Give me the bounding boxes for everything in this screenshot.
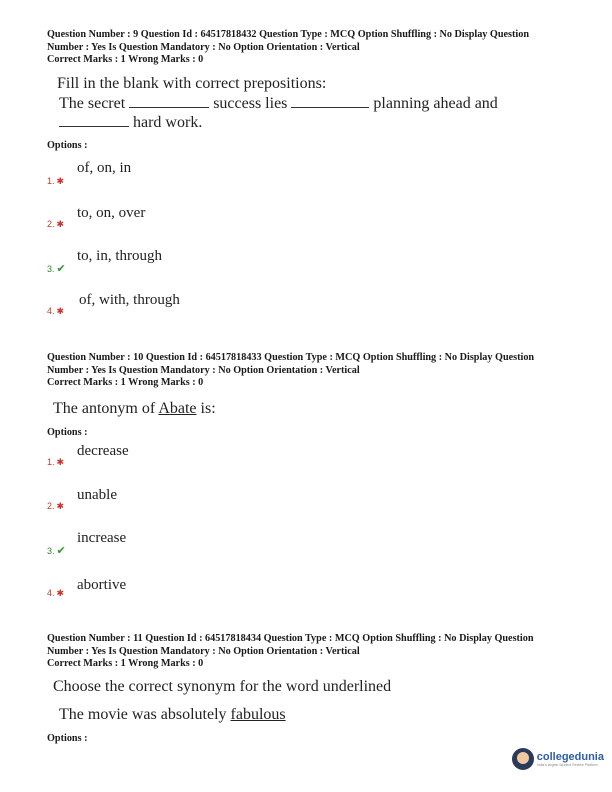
cross-mark-icon: ✱ (56, 220, 65, 230)
q9-text-b: success lies (213, 95, 288, 112)
q9-blank-3 (59, 112, 129, 127)
q10-option-1-number (47, 457, 64, 468)
q10-option-4-text: abortive (77, 577, 127, 593)
q10-text-suffix: is: (200, 400, 216, 417)
q9-text-d: hard work. (133, 114, 203, 131)
q9-option-1-number (47, 176, 64, 187)
q9-option-4-num: 4. (47, 306, 55, 316)
check-mark-icon: ✔ (56, 262, 66, 275)
q9-option-3-number (47, 262, 66, 275)
q9-options-label: Options : (47, 140, 88, 151)
q10-option-2-number (47, 501, 64, 512)
q9-text-a: The secret (59, 95, 126, 112)
q9-option-1-text: of, on, in (77, 160, 132, 176)
q11-underlined-word: fabulous (230, 706, 286, 723)
q10-text (53, 400, 216, 418)
q11-meta-line2: Number : Yes Is Question Mandatory : No Option Orientation : Vertical (47, 645, 360, 657)
cross-mark-icon: ✱ (56, 502, 65, 512)
q10-text-prefix: The antonym of (53, 400, 156, 417)
q11-meta-line1: Question Number : 11 Question Id : 64517818434 Question Type : MCQ Option Shuffling : No Display Question (47, 633, 534, 644)
question-9-meta (47, 29, 567, 67)
q10-option-3-number (47, 544, 66, 557)
q9-option-3-num: 3. (47, 264, 55, 274)
q10-underlined-word: Abate (158, 400, 197, 417)
q9-option-2-num: 2. (47, 219, 55, 229)
q10-option-2-text: unable (77, 487, 117, 503)
question-10-meta (47, 352, 567, 390)
q10-marks: Correct Marks : 1 Wrong Marks : 0 (47, 377, 204, 388)
q11-text-line2 (59, 706, 286, 724)
q10-option-1-num: 1. (47, 457, 55, 467)
q10-option-3-num: 3. (47, 546, 55, 556)
q9-option-1-num: 1. (47, 176, 55, 186)
q9-option-4-number (47, 306, 64, 317)
q11-options-label: Options : (47, 733, 88, 744)
q10-option-4-number (47, 588, 64, 599)
q11-text-prefix: The movie was absolutely (59, 706, 227, 723)
logo-tagline: India's largest Student Review Platform (536, 763, 598, 767)
q9-meta-line2: Number : Yes Is Question Mandatory : No Option Orientation : Vertical (47, 41, 360, 53)
logo-mascot-icon (512, 748, 534, 770)
cross-mark-icon: ✱ (56, 589, 65, 599)
q9-option-4-text: of, with, through (79, 292, 180, 308)
q9-text-line3 (59, 112, 202, 132)
q9-option-3-text: to, in, through (77, 248, 162, 264)
cross-mark-icon: ✱ (56, 307, 65, 317)
q9-blank-2 (291, 93, 369, 108)
q10-options-label: Options : (47, 427, 88, 438)
collegedunia-logo (512, 748, 604, 770)
q9-blank-1 (129, 93, 209, 108)
q10-option-3-text: increase (77, 530, 127, 546)
q10-option-1-text: decrease (77, 443, 129, 459)
q10-meta-line2: Number : Yes Is Question Mandatory : No Option Orientation : Vertical (47, 364, 360, 376)
cross-mark-icon: ✱ (56, 458, 65, 468)
q9-option-2-number (47, 219, 64, 230)
question-11-meta (47, 633, 567, 671)
q9-text-c: planning ahead and (373, 95, 498, 112)
q9-text-line2 (59, 93, 498, 113)
check-mark-icon: ✔ (56, 544, 66, 557)
q10-meta-line1: Question Number : 10 Question Id : 64517818433 Question Type : MCQ Option Shuffling : No Display Question (47, 352, 535, 363)
cross-mark-icon: ✱ (56, 177, 65, 187)
q9-text-line1: Fill in the blank with correct prepositions: (57, 75, 327, 92)
q9-meta-line1: Question Number : 9 Question Id : 64517818432 Question Type : MCQ Option Shuffling : No Display Question (47, 29, 529, 40)
q10-option-4-num: 4. (47, 588, 55, 598)
q10-option-2-num: 2. (47, 501, 55, 511)
q11-marks: Correct Marks : 1 Wrong Marks : 0 (47, 658, 204, 669)
logo-name: collegedunia (536, 751, 604, 763)
q9-option-2-text: to, on, over (77, 205, 146, 221)
q9-marks: Correct Marks : 1 Wrong Marks : 0 (47, 54, 204, 65)
q11-text-line1: Choose the correct synonym for the word underlined (53, 678, 392, 695)
logo-text (537, 751, 604, 767)
